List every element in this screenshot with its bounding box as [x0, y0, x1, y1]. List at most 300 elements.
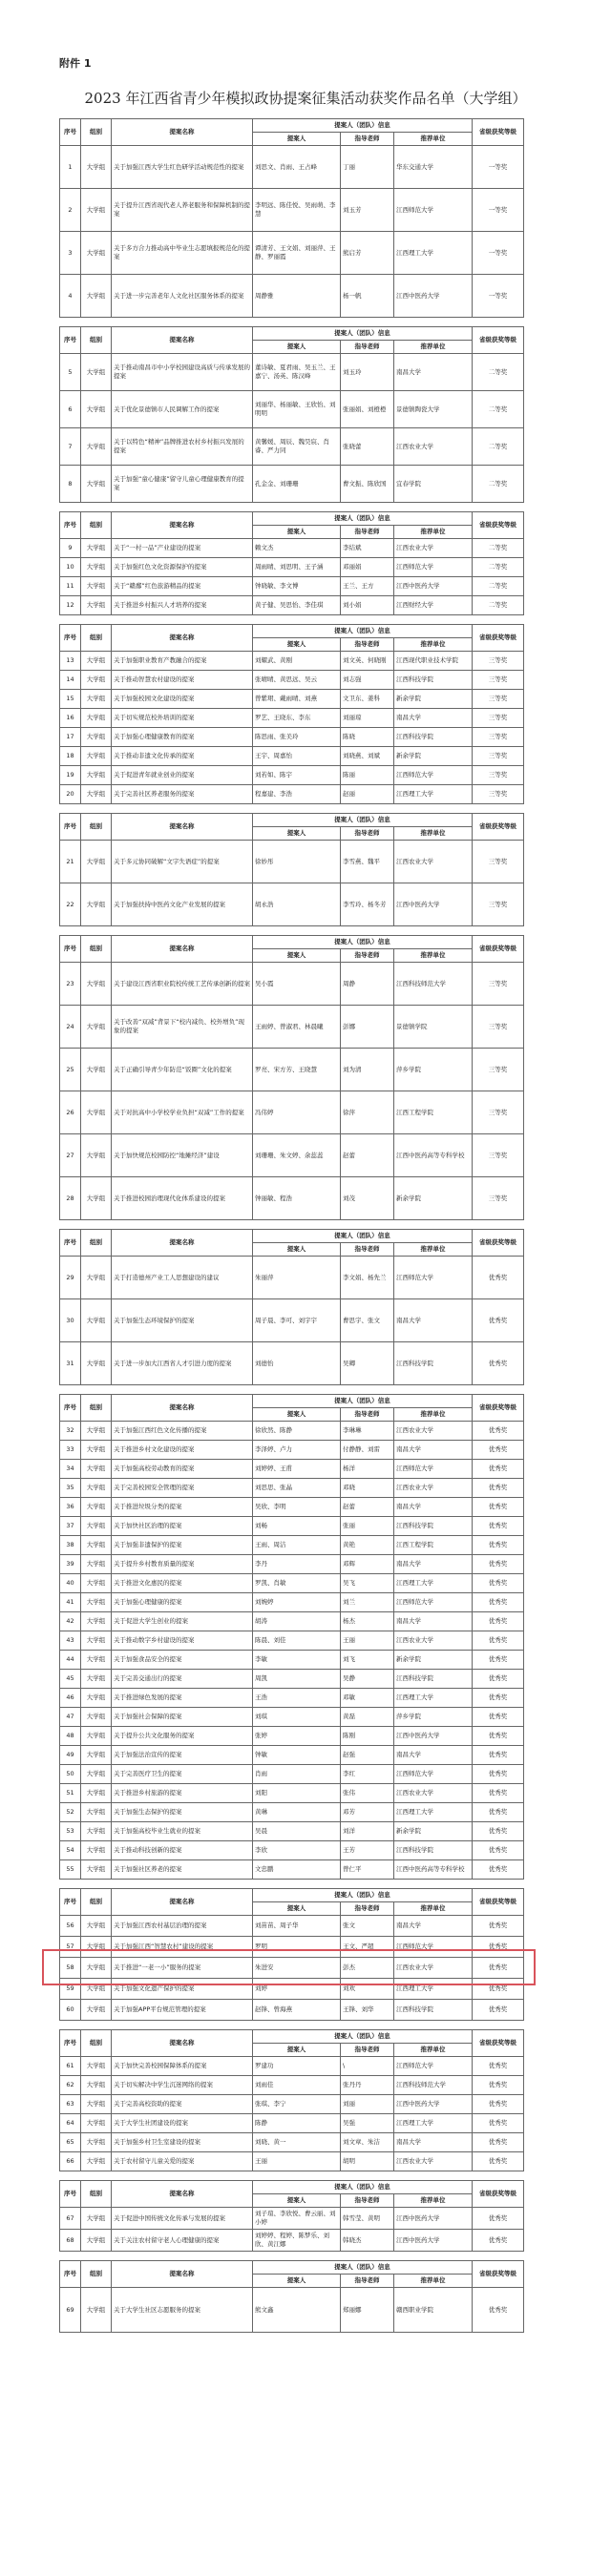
header-proposal: 提案名称: [112, 1395, 253, 1422]
table-row: [60, 709, 524, 728]
cell-group: 大学组: [81, 1091, 112, 1134]
header-no: 序号: [60, 327, 81, 354]
attachment-label: 附件 1: [59, 57, 92, 70]
table-row: [60, 1441, 524, 1460]
cell-group: 大学组: [81, 1441, 112, 1460]
header-award: 省级获奖等级: [473, 814, 524, 841]
cell-no: 27: [60, 1134, 81, 1177]
header-group: 组别: [81, 1889, 112, 1916]
document-title: 2023 年江西省青少年模拟政协提案征集活动获奖作品名单（大学组）: [84, 90, 527, 107]
cell-group: 大学组: [81, 785, 112, 804]
cell-teacher: 张伟: [341, 1784, 394, 1803]
header-author: 提案人: [253, 526, 341, 539]
cell-teacher: 刘晓燕、刘斌: [341, 747, 394, 766]
cell-no: 40: [60, 1574, 81, 1593]
cell-group: 大学组: [81, 652, 112, 671]
cell-unit: 江西科技师范大学: [394, 963, 473, 1006]
cell-award: 二等奖: [473, 466, 524, 503]
header-unit: 推荐单位: [394, 827, 473, 841]
cell-group: 大学组: [81, 1299, 112, 1342]
table-row: [60, 2076, 524, 2095]
cell-group: 大学组: [81, 1689, 112, 1708]
cell-author: 孔金金、刘珊珊: [253, 466, 341, 503]
table-row: [60, 1257, 524, 1299]
header-award: 省级获奖等级: [473, 1230, 524, 1257]
cell-award: 优秀奖: [473, 1441, 524, 1460]
cell-teacher: 赵蕾: [341, 1134, 394, 1177]
cell-no: 60: [60, 2000, 81, 2021]
cell-no: 41: [60, 1593, 81, 1612]
cell-group: 大学组: [81, 189, 112, 232]
cell-no: 46: [60, 1689, 81, 1708]
cell-award: 优秀奖: [473, 2114, 524, 2133]
cell-unit: 江西中医药高等专科学校: [394, 1134, 473, 1177]
cell-teacher: 张丽: [341, 1517, 394, 1536]
cell-no: 28: [60, 1177, 81, 1220]
cell-award: 二等奖: [473, 596, 524, 615]
cell-no: 53: [60, 1822, 81, 1841]
cell-award: 优秀奖: [473, 1631, 524, 1651]
cell-proposal: 关于加强高校劳动教育的提案: [112, 1460, 253, 1479]
cell-award: 一等奖: [473, 146, 524, 189]
cell-no: 9: [60, 539, 81, 558]
header-group: 组别: [81, 2261, 112, 2288]
cell-proposal: 关于大学生社团建设的提案: [112, 2114, 253, 2133]
cell-award: 优秀奖: [473, 1479, 524, 1498]
cell-author: 朱进安: [253, 1958, 341, 1979]
header-no: 序号: [60, 936, 81, 963]
header-award: 省级获奖等级: [473, 2030, 524, 2057]
header-proposal: 提案名称: [112, 1230, 253, 1257]
cell-proposal: 关于推进“一老一小”服务的提案: [112, 1958, 253, 1979]
cell-author: 胡涛: [253, 1612, 341, 1631]
cell-no: 2: [60, 189, 81, 232]
cell-group: 大学组: [81, 466, 112, 503]
table-row: [60, 728, 524, 747]
table-row: [60, 354, 524, 391]
cell-teacher: 赵丽: [341, 785, 394, 804]
cell-proposal: 关于打造德州产业工人思想建设的建议: [112, 1257, 253, 1299]
cell-unit: 江西师范大学: [394, 558, 473, 577]
cell-unit: 江西理工大学: [394, 2114, 473, 2133]
cell-award: 优秀奖: [473, 1498, 524, 1517]
cell-no: 63: [60, 2095, 81, 2114]
cell-author: 刘若如、陈宇: [253, 766, 341, 785]
cell-award: 优秀奖: [473, 1916, 524, 1937]
cell-no: 25: [60, 1049, 81, 1091]
cell-unit: 南昌大学: [394, 354, 473, 391]
cell-teacher: 王芳: [341, 1841, 394, 1860]
table-row: [60, 2208, 524, 2230]
cell-teacher: 黄艳: [341, 1536, 394, 1555]
header-award: 省级获奖等级: [473, 1889, 524, 1916]
cell-unit: 南昌大学: [394, 1299, 473, 1342]
award-table: [59, 2180, 524, 2252]
cell-unit: 江西理工大学: [394, 1803, 473, 1822]
cell-group: 大学组: [81, 1342, 112, 1385]
cell-author: 吴小霞: [253, 963, 341, 1006]
cell-teacher: 曹思宇、张文: [341, 1299, 394, 1342]
cell-no: 51: [60, 1784, 81, 1803]
header-teacher: 指导老师: [341, 827, 394, 841]
cell-author: 徐欣然、陈静: [253, 1422, 341, 1441]
cell-unit: 南昌大学: [394, 1498, 473, 1517]
cell-award: 优秀奖: [473, 2057, 524, 2076]
award-table: [59, 511, 524, 615]
table-row: [60, 1460, 524, 1479]
header-team-info: 提案人（团队）信息: [253, 936, 473, 949]
table-row: [60, 1708, 524, 1727]
cell-award: 三等奖: [473, 728, 524, 747]
cell-group: 大学组: [81, 766, 112, 785]
cell-proposal: 关于加强生态环境保护的提案: [112, 1299, 253, 1342]
header-unit: 推荐单位: [394, 133, 473, 146]
table-row: [60, 1860, 524, 1880]
cell-no: 12: [60, 596, 81, 615]
header-group: 组别: [81, 512, 112, 539]
cell-proposal: 关于加强职业教育产教融合的提案: [112, 652, 253, 671]
table-row: [60, 1631, 524, 1651]
cell-teacher: 黄磊: [341, 1708, 394, 1727]
cell-group: 大学组: [81, 1536, 112, 1555]
cell-group: 大学组: [81, 1631, 112, 1651]
cell-proposal: 关于进一步完善老年人文化社区服务体系的提案: [112, 275, 253, 318]
cell-unit: 江西理工大学: [394, 1689, 473, 1708]
header-award: 省级获奖等级: [473, 2181, 524, 2208]
cell-proposal: 关于多方合力推动高中毕业生志愿填报规范化的提案: [112, 232, 253, 275]
cell-proposal: 关于加强法治宣传的提案: [112, 1746, 253, 1765]
header-teacher: 指导老师: [341, 2275, 394, 2288]
header-teacher: 指导老师: [341, 1243, 394, 1257]
cell-teacher: 彭杰: [341, 1958, 394, 1979]
cell-no: 55: [60, 1860, 81, 1880]
cell-author: 刘丽华、杨丽敏、王欣怡、刘明明: [253, 391, 341, 428]
header-teacher: 指导老师: [341, 133, 394, 146]
cell-author: 朱丽萍: [253, 1257, 341, 1299]
cell-unit: 江西师范大学: [394, 189, 473, 232]
cell-proposal: 关于加强江西红色文化传播的提案: [112, 1422, 253, 1441]
cell-author: 罗艺、王晓东、李东: [253, 709, 341, 728]
cell-no: 11: [60, 577, 81, 596]
cell-award: 优秀奖: [473, 2076, 524, 2095]
table-row: [60, 747, 524, 766]
header-team-info: 提案人（团队）信息: [253, 119, 473, 133]
cell-author: 张琪、李宁: [253, 2095, 341, 2114]
cell-proposal: 关于加强高校毕业生就业的提案: [112, 1822, 253, 1841]
cell-no: 33: [60, 1441, 81, 1460]
cell-proposal: 关于推动智慧农村建设的提案: [112, 671, 253, 690]
cell-award: 优秀奖: [473, 1422, 524, 1441]
cell-unit: 南昌大学: [394, 1612, 473, 1631]
cell-unit: 江西农业大学: [394, 1631, 473, 1651]
cell-unit: 江西中医药大学: [394, 2208, 473, 2230]
cell-teacher: 刘丽琼: [341, 709, 394, 728]
cell-author: 刘雨佳: [253, 2076, 341, 2095]
cell-unit: 江西科技学院: [394, 671, 473, 690]
cell-teacher: 徐萍: [341, 1091, 394, 1134]
cell-proposal: 关于“赣鄱”红色旅游精品的提案: [112, 577, 253, 596]
cell-proposal: 关于建设江西省职业院校传统工艺传承创新的提案: [112, 963, 253, 1006]
cell-author: 熊文鑫: [253, 2288, 341, 2333]
cell-group: 大学组: [81, 577, 112, 596]
cell-no: 14: [60, 671, 81, 690]
header-unit: 推荐单位: [394, 638, 473, 652]
cell-no: 45: [60, 1670, 81, 1689]
cell-teacher: 邓晓: [341, 1479, 394, 1498]
cell-group: 大学组: [81, 841, 112, 883]
cell-group: 大学组: [81, 1727, 112, 1746]
cell-unit: 华东交通大学: [394, 146, 473, 189]
cell-proposal: 关于加强社会保障的提案: [112, 1708, 253, 1727]
header-team-info: 提案人（团队）信息: [253, 1395, 473, 1408]
cell-proposal: 关于农村留守儿童关爱的提案: [112, 2152, 253, 2171]
cell-author: 李丹: [253, 1555, 341, 1574]
cell-author: 王宇、周嘉怡: [253, 747, 341, 766]
cell-award: 三等奖: [473, 785, 524, 804]
header-award: 省级获奖等级: [473, 2261, 524, 2288]
cell-author: 吴晨: [253, 1822, 341, 1841]
header-no: 序号: [60, 625, 81, 652]
cell-award: 优秀奖: [473, 2152, 524, 2171]
cell-teacher: 刘玉玲: [341, 354, 394, 391]
cell-author: 刘婉婷: [253, 1593, 341, 1612]
cell-teacher: 李雪玲、杨冬芳: [341, 883, 394, 926]
cell-author: 刘阳: [253, 1784, 341, 1803]
cell-award: 优秀奖: [473, 1958, 524, 1979]
cell-proposal: 关于完善医疗卫生的提案: [112, 1765, 253, 1784]
cell-group: 大学组: [81, 2288, 112, 2333]
cell-unit: 赣西职业学院: [394, 2288, 473, 2333]
cell-award: 优秀奖: [473, 1651, 524, 1670]
cell-author: 王丽: [253, 2152, 341, 2171]
cell-award: 三等奖: [473, 652, 524, 671]
table-row: [60, 1593, 524, 1612]
cell-author: 周静雅: [253, 275, 341, 318]
cell-unit: 萍乡学院: [394, 1049, 473, 1091]
cell-no: 22: [60, 883, 81, 926]
cell-group: 大学组: [81, 1498, 112, 1517]
table-row: [60, 466, 524, 503]
table-row: [60, 963, 524, 1006]
cell-author: 程嘉建、李浩: [253, 785, 341, 804]
cell-unit: 新余学院: [394, 1822, 473, 1841]
table-row: [60, 690, 524, 709]
cell-author: 罗明: [253, 1937, 341, 1958]
cell-proposal: 关于加强江西“智慧农村”建设的提案: [112, 1937, 253, 1958]
cell-no: 68: [60, 2230, 81, 2252]
cell-award: 三等奖: [473, 747, 524, 766]
cell-award: 优秀奖: [473, 1612, 524, 1631]
header-no: 序号: [60, 119, 81, 146]
header-proposal: 提案名称: [112, 512, 253, 539]
cell-proposal: 关于加强扶持中医药文化产业发展的提案: [112, 883, 253, 926]
table-row: [60, 2057, 524, 2076]
cell-teacher: 邓敏: [341, 1689, 394, 1708]
cell-award: 三等奖: [473, 1134, 524, 1177]
cell-award: 优秀奖: [473, 1517, 524, 1536]
cell-unit: 江西中医药大学: [394, 883, 473, 926]
header-team-info: 提案人（团队）信息: [253, 1889, 473, 1902]
cell-no: 47: [60, 1708, 81, 1727]
cell-no: 6: [60, 391, 81, 428]
table-row: [60, 428, 524, 466]
cell-teacher: 刘玉芳: [341, 189, 394, 232]
cell-teacher: 王锋、刘华: [341, 2000, 394, 2021]
award-table: [59, 326, 524, 503]
cell-award: 优秀奖: [473, 1299, 524, 1342]
header-team-info: 提案人（团队）信息: [253, 512, 473, 526]
award-table: [59, 1229, 524, 1385]
table-row: [60, 146, 524, 189]
cell-award: 三等奖: [473, 1177, 524, 1220]
table-row: [60, 2133, 524, 2152]
cell-unit: 江西农业大学: [394, 1479, 473, 1498]
cell-award: 优秀奖: [473, 2288, 524, 2333]
cell-author: 冯伟婷: [253, 1091, 341, 1134]
cell-proposal: 关于加强心理健康的提案: [112, 1593, 253, 1612]
cell-no: 58: [60, 1958, 81, 1979]
cell-group: 大学组: [81, 963, 112, 1006]
cell-no: 64: [60, 2114, 81, 2133]
table-row: [60, 766, 524, 785]
cell-proposal: 关于推动科技创新的提案: [112, 1841, 253, 1860]
cell-award: 三等奖: [473, 1049, 524, 1091]
cell-unit: 江西工程学院: [394, 1091, 473, 1134]
cell-unit: 南昌大学: [394, 1916, 473, 1937]
cell-teacher: 吴卿: [341, 1342, 394, 1385]
cell-unit: 新余学院: [394, 1177, 473, 1220]
table-row: [60, 391, 524, 428]
cell-no: 10: [60, 558, 81, 577]
cell-author: 吴欣、李明: [253, 1498, 341, 1517]
cell-no: 1: [60, 146, 81, 189]
cell-award: 优秀奖: [473, 1555, 524, 1574]
cell-group: 大学组: [81, 2208, 112, 2230]
cell-teacher: 文卫东、姜科: [341, 690, 394, 709]
header-proposal: 提案名称: [112, 2030, 253, 2057]
header-team-info: 提案人（团队）信息: [253, 625, 473, 638]
cell-proposal: 关于加快社区治理的提案: [112, 1517, 253, 1536]
header-group: 组别: [81, 1230, 112, 1257]
cell-no: 23: [60, 963, 81, 1006]
cell-unit: 江西农业大学: [394, 1422, 473, 1441]
cell-no: 69: [60, 2288, 81, 2333]
cell-award: 优秀奖: [473, 1803, 524, 1822]
cell-award: 三等奖: [473, 671, 524, 690]
table-row: [60, 1803, 524, 1822]
cell-proposal: 关于促进大学生创业的提案: [112, 1612, 253, 1631]
cell-group: 大学组: [81, 558, 112, 577]
cell-proposal: 关于关注农村留守老人心理健康的提案: [112, 2230, 253, 2252]
cell-teacher: 周静: [341, 963, 394, 1006]
header-proposal: 提案名称: [112, 2261, 253, 2288]
cell-unit: 新余学院: [394, 1651, 473, 1670]
header-group: 组别: [81, 2181, 112, 2208]
cell-author: 钟丽敏、程浩: [253, 1177, 341, 1220]
cell-teacher: 陈刚: [341, 1727, 394, 1746]
header-award: 省级获奖等级: [473, 327, 524, 354]
cell-proposal: 关于以特色“精神”品牌推进农村乡村振兴发展的提案: [112, 428, 253, 466]
table-row: [60, 1916, 524, 1937]
header-teacher: 指导老师: [341, 638, 394, 652]
cell-no: 66: [60, 2152, 81, 2171]
cell-unit: 江西科技师范大学: [394, 2076, 473, 2095]
header-no: 序号: [60, 512, 81, 539]
cell-unit: 江西中医药大学: [394, 2095, 473, 2114]
cell-award: 优秀奖: [473, 2208, 524, 2230]
cell-author: 王浩: [253, 1689, 341, 1708]
cell-group: 大学组: [81, 1937, 112, 1958]
cell-teacher: 杨洋: [341, 1460, 394, 1479]
cell-teacher: 李雪燕、魏平: [341, 841, 394, 883]
header-team-info: 提案人（团队）信息: [253, 2261, 473, 2275]
cell-group: 大学组: [81, 1822, 112, 1841]
cell-group: 大学组: [81, 1134, 112, 1177]
cell-teacher: 刘兰: [341, 1593, 394, 1612]
cell-no: 21: [60, 841, 81, 883]
cell-teacher: 曾仁平: [341, 1860, 394, 1880]
cell-teacher: 李文娟、杨先兰: [341, 1257, 394, 1299]
header-group: 组别: [81, 119, 112, 146]
cell-group: 大学组: [81, 1958, 112, 1979]
cell-author: 陈静: [253, 2114, 341, 2133]
cell-award: 二等奖: [473, 577, 524, 596]
cell-proposal: 关于加快完善校园保障体系的提案: [112, 2057, 253, 2076]
cell-author: 李泽婷、卢力: [253, 1441, 341, 1460]
header-author: 提案人: [253, 827, 341, 841]
cell-author: 陈思雨、张美玲: [253, 728, 341, 747]
header-team-info: 提案人（团队）信息: [253, 327, 473, 341]
cell-unit: 江西农业大学: [394, 841, 473, 883]
cell-award: 优秀奖: [473, 1342, 524, 1385]
table-row: [60, 1727, 524, 1746]
cell-award: 优秀奖: [473, 2095, 524, 2114]
cell-award: 二等奖: [473, 354, 524, 391]
header-author: 提案人: [253, 133, 341, 146]
cell-author: 肖雨: [253, 1765, 341, 1784]
cell-teacher: 胡明: [341, 2152, 394, 2171]
cell-author: 罗凯、肖敏: [253, 1574, 341, 1593]
cell-award: 优秀奖: [473, 2133, 524, 2152]
header-no: 序号: [60, 2261, 81, 2288]
cell-teacher: 张丹丹: [341, 2076, 394, 2095]
cell-no: 8: [60, 466, 81, 503]
cell-teacher: 杨杰: [341, 1612, 394, 1631]
table-row: [60, 841, 524, 883]
cell-group: 大学组: [81, 1479, 112, 1498]
cell-author: 周子晨、李可、刘宇宇: [253, 1299, 341, 1342]
cell-unit: 江西中医药高等专科学校: [394, 1860, 473, 1880]
table-row: [60, 1422, 524, 1441]
cell-teacher: 郑丽娜: [341, 2288, 394, 2333]
cell-no: 5: [60, 354, 81, 391]
cell-teacher: 刘志强: [341, 671, 394, 690]
cell-author: 刘苗苗、周子华: [253, 1916, 341, 1937]
cell-unit: 南昌大学: [394, 1441, 473, 1460]
cell-no: 56: [60, 1916, 81, 1937]
cell-group: 大学组: [81, 539, 112, 558]
cell-group: 大学组: [81, 2000, 112, 2021]
cell-no: 65: [60, 2133, 81, 2152]
cell-award: 三等奖: [473, 766, 524, 785]
header-team-info: 提案人（团队）信息: [253, 814, 473, 827]
cell-proposal: 关于加强江西大学生红色研学活动规范性的提案: [112, 146, 253, 189]
cell-teacher: 吴飞: [341, 1574, 394, 1593]
cell-award: 优秀奖: [473, 1765, 524, 1784]
cell-no: 57: [60, 1937, 81, 1958]
cell-author: 刘婷婷、王甫: [253, 1460, 341, 1479]
cell-unit: 江西科技学院: [394, 1841, 473, 1860]
